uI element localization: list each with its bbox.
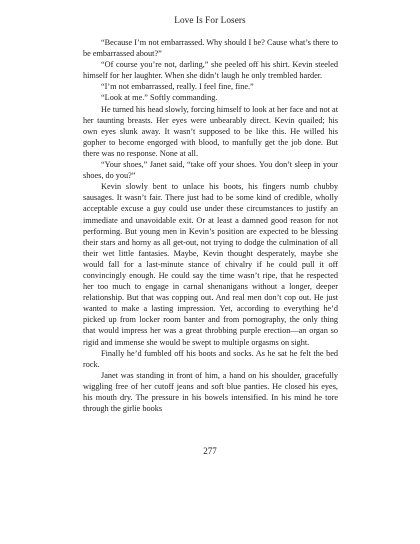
- paragraph: “Your shoes,” Janet said, “take off your shoes. You don’t sleep in your shoes, do you?”: [83, 160, 338, 181]
- paragraph: Janet was standing in front of him, a hand on his shoulder, gracefully wiggling free of her cutoff jeans and soft blue panties. He closed his eyes, his mouth dry. The pressure in his bowels intensified. In his mind he tore through the girlie books: [83, 370, 338, 414]
- body-text: [83, 37, 338, 414]
- running-head: Love Is For Losers: [174, 15, 246, 25]
- paragraph: Kevin slowly bent to unlace his boots, his fingers numb chubby sausages. It wasn’t fair. There just had to be some kind of credible, wholly acceptable excuse a guy could use under these circumstances to justify an immediate and unavoidable exit. Or at least a damned good reason for not performing. But young men in Kevin’s position are expected to be blessing their stars and horny as all get-out, not trying to dodge the culmination of all their wet little fantasies. Maybe, Kevin thought desperately, maybe she would fall for a last-minute stance of chivalry if he could pull it off convincingly enough. He could say the time wasn’t ripe, that he respected her too much to engage in carnal shenanigans without a longer, deeper relationship. But that was copping out. And real men don’t cop out. He just wanted to make a lasting impression. Yet, according to everything he’d picked up from locker room banter and from pornography, the only thing that would impress her was a great throbbing purple erection—an organ so rigid and immense she would be swept to multiple orgasms on sight.: [83, 182, 338, 347]
- paragraph: “I’m not embarrassed, really. I feel fine, fine.”: [101, 82, 254, 92]
- paragraph: He turned his head slowly, forcing himself to look at her face and not at her taunting breasts. Her eyes were unbearably direct. Kevin quailed; his own eyes slunk away. It wasn’t supposed to be like this. He willed his gopher to become engorged with blood, to manfully get the job done. But there was no response. None at all.: [83, 104, 338, 158]
- paragraph: “Of course you’re not, darling,” she peeled off his shirt. Kevin steeled himself for her laughter. When she didn’t laugh he only trembled harder.: [83, 60, 338, 81]
- paragraph: “Because I’m not embarrassed. Why should I be? Cause what’s there to be embarrassed about?”: [83, 38, 338, 59]
- paragraph: Finally he’d fumbled off his boots and socks. As he sat he felt the bed rock.: [83, 348, 338, 369]
- paragraph: “Look at me.” Softly commanding.: [101, 93, 218, 103]
- page-number: 277: [203, 446, 217, 456]
